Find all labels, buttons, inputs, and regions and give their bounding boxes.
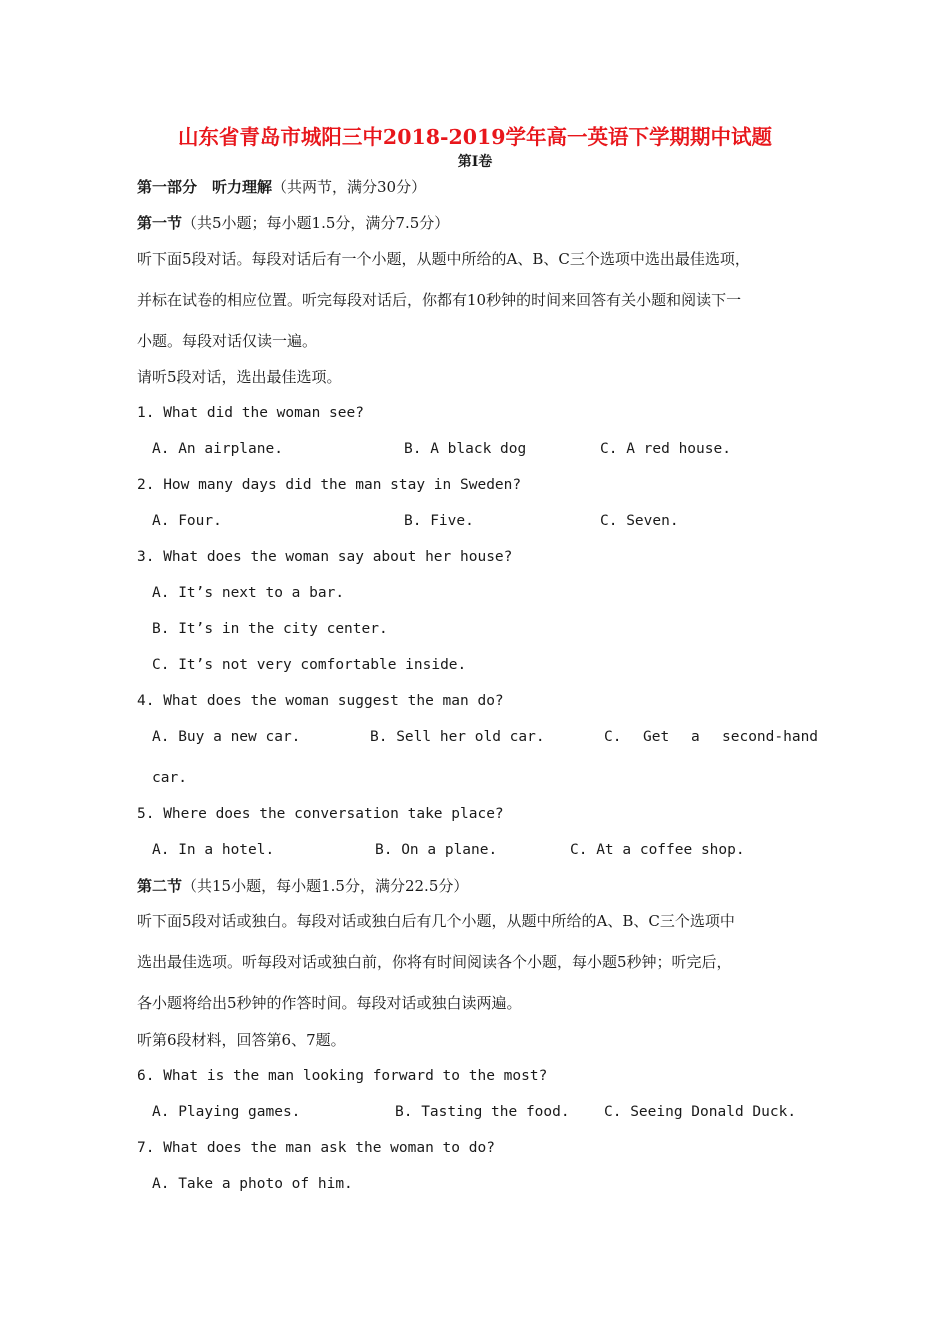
section1-instruction-line: 并标在试卷的相应位置。听完每段对话后，你都有10秒钟的时间来回答有关小题和阅读下一 (137, 291, 742, 309)
question-4-option-c-word: a (691, 729, 700, 745)
section2-instruction-line: 听下面5段对话或独白。每段对话或独白后有几个小题，从题中所给的A、B、C三个选项中 (137, 912, 735, 930)
question-7-option-a: A. Take a photo of him. (152, 1176, 353, 1192)
section2-heading: 第二节 (137, 877, 183, 895)
question-7: 7. What does the man ask the woman to do? (137, 1140, 495, 1156)
question-2-option-a: A. Four. (152, 513, 222, 529)
question-4-option-c-word: second-hand (722, 729, 819, 745)
question-5-option-c: C. At a coffee shop. (570, 842, 745, 858)
question-2-option-b: B. Five. (404, 513, 474, 529)
section2-heading-line (137, 876, 468, 896)
question-4-option-c-word: Get (643, 729, 670, 745)
question-5-option-a: A. In a hotel. (152, 842, 275, 858)
section1-heading-line (137, 213, 449, 233)
question-2: 2. How many days did the man stay in Sweden? (137, 477, 522, 493)
question-4-option-c-word: car. (152, 770, 187, 786)
question-4-option-a: A. Buy a new car. (152, 729, 301, 745)
section1-prompt: 请听5段对话，选出最佳选项。 (137, 368, 342, 386)
section1-instruction-line: 小题。每段对话仅读一遍。 (137, 332, 318, 350)
question-3: 3. What does the woman say about her house? (137, 549, 513, 565)
question-2-option-c: C. Seven. (600, 513, 679, 529)
page-title: 山东省青岛市城阳三中2018-2019学年高一英语下学期期中试题 (177, 125, 773, 149)
question-3-option-a: A. It’s next to a bar. (152, 585, 345, 601)
section1-heading-note: （共5小题；每小题1.5分，满分7.5分） (182, 214, 450, 232)
question-1: 1. What did the woman see? (137, 405, 364, 421)
question-4-option-b: B. Sell her old car. (370, 729, 545, 745)
question-5-option-b: B. On a plane. (375, 842, 498, 858)
question-6: 6. What is the man looking forward to the most? (137, 1068, 548, 1084)
question-3-option-c: C. It’s not very comfortable inside. (152, 657, 467, 673)
section2-prompt: 听第6段材料，回答第6、7题。 (137, 1031, 346, 1049)
question-4: 4. What does the woman suggest the man do? (137, 693, 504, 709)
question-6-option-a: A. Playing games. (152, 1104, 301, 1120)
volume-label: 第I卷 (457, 154, 493, 170)
section2-instruction-line: 选出最佳选项。听每段对话或独白前，你将有时间阅读各个小题，每小题5秒钟；听完后， (137, 953, 732, 971)
part1-heading-line (137, 177, 426, 197)
question-1-option-c: C. A red house. (600, 441, 731, 457)
question-1-option-a: A. An airplane. (152, 441, 283, 457)
section1-heading: 第一节 (137, 214, 183, 232)
section2-instruction-line: 各小题将给出5秒钟的作答时间。每段对话或独白读两遍。 (137, 994, 522, 1012)
section1-instruction-line: 听下面5段对话。每段对话后有一个小题，从题中所给的A、B、C三个选项中选出最佳选项， (137, 250, 750, 268)
section2-heading-note: （共15小题，每小题1.5分，满分22.5分） (182, 877, 469, 895)
question-1-option-b: B. A black dog (404, 441, 527, 457)
question-6-option-b: B. Tasting the food. (395, 1104, 570, 1120)
part1-heading-note: （共两节，满分30分） (272, 178, 427, 196)
part1-heading: 第一部分 听力理解 (137, 178, 273, 196)
question-5: 5. Where does the conversation take place? (137, 806, 504, 822)
question-3-option-b: B. It’s in the city center. (152, 621, 388, 637)
question-6-option-c: C. Seeing Donald Duck. (604, 1104, 797, 1120)
question-4-option-c: C. (604, 729, 622, 745)
